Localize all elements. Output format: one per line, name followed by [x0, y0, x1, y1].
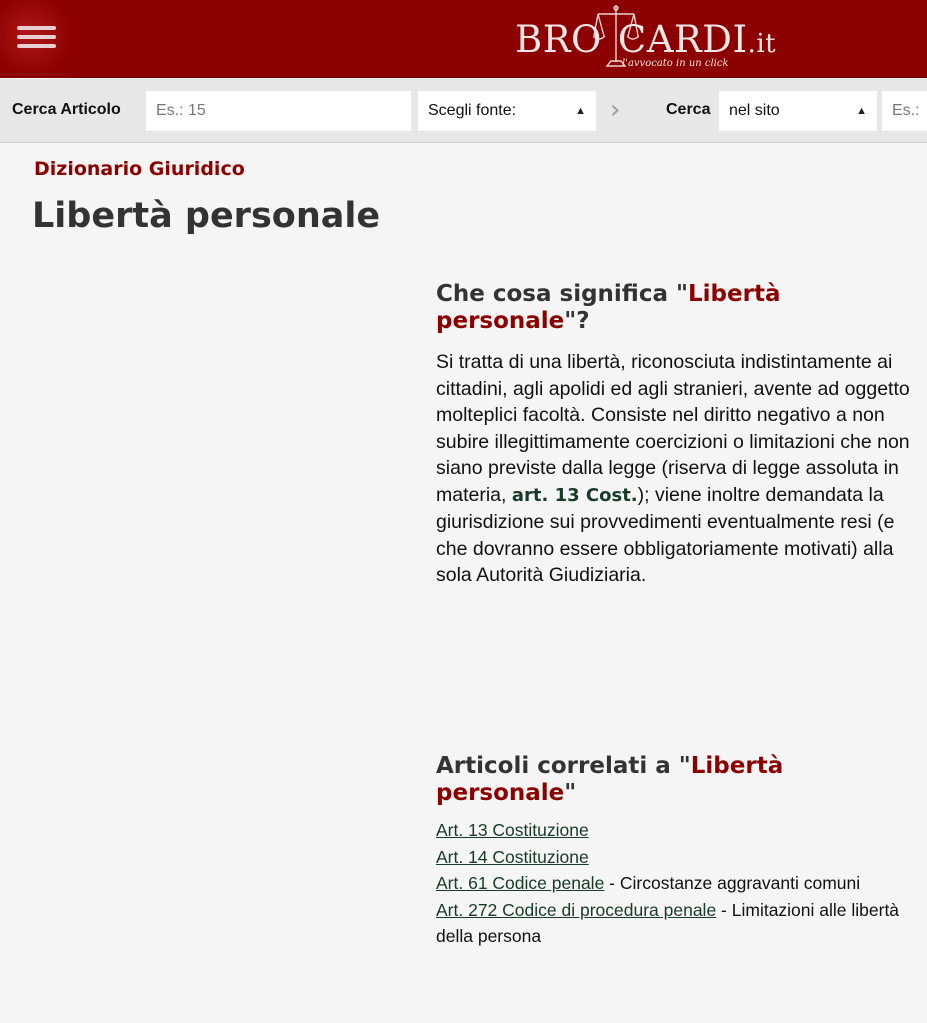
- meaning-heading: [436, 281, 916, 335]
- art-13-cost-link[interactable]: art. 13 Cost.: [511, 484, 638, 506]
- list-item: [436, 817, 916, 844]
- page-title: Libertà personale: [32, 196, 381, 236]
- related-article-link[interactable]: Art. 13 Costituzione: [436, 820, 589, 840]
- meaning-text-part-1: Si tratta di una libertà, riconosciuta indistintamente ai cittadini, agli apolidi ed agli stranieri, avente ad oggetto molteplici facoltà. Consiste nel diritto negativo a non subire illegittimamente coercizioni o limitazioni che non siano previste dalla legge (riserva di legge assoluta in materia,: [436, 351, 910, 506]
- search-site-label: Cerca: [666, 101, 711, 118]
- search-article-go-button[interactable]: ›: [610, 95, 621, 125]
- logo-tld: .it: [747, 29, 777, 59]
- related-heading-post: ": [564, 780, 577, 806]
- meaning-section: [436, 281, 916, 589]
- meaning-heading-pre: Che cosa significa ": [436, 281, 689, 307]
- section-kicker[interactable]: Dizionario Giuridico: [34, 158, 245, 180]
- related-heading: [436, 753, 916, 807]
- list-item: [436, 870, 916, 897]
- meaning-heading-post: "?: [564, 308, 590, 334]
- list-item: [436, 897, 916, 950]
- site-logo[interactable]: [515, 0, 775, 78]
- meaning-text: [436, 349, 916, 589]
- related-article-link[interactable]: Art. 272 Codice di procedura penale: [436, 899, 717, 920]
- related-heading-pre: Articoli correlati a ": [436, 753, 691, 779]
- meaning-heading-term: Libertà personale: [436, 281, 781, 334]
- list-item: [436, 844, 916, 871]
- select-updown-icon: ▲: [575, 105, 586, 117]
- logo-right: CARDI: [617, 18, 748, 61]
- article-number-input[interactable]: Es.: 15: [146, 91, 411, 131]
- logo-left: BRO: [515, 18, 602, 61]
- related-article-desc: - Limitazioni alle libertà della persona: [436, 899, 900, 946]
- site-scope-value: nel sito: [729, 102, 780, 119]
- hamburger-menu-button[interactable]: [0, 0, 78, 78]
- source-select-value: Scegli fonte:: [428, 102, 517, 119]
- site-header: [0, 0, 927, 78]
- menu-bar-icon: [17, 35, 56, 39]
- source-select[interactable]: [418, 91, 596, 131]
- menu-bar-icon: [17, 26, 56, 30]
- related-article-desc: - Circostanze aggravanti comuni: [604, 873, 861, 893]
- related-heading-term: Libertà personale: [436, 753, 784, 806]
- related-article-link[interactable]: Art. 61 Codice penale: [436, 873, 605, 893]
- menu-bar-icon: [17, 44, 56, 48]
- related-article-link[interactable]: Art. 14 Costituzione: [436, 846, 589, 867]
- site-scope-select[interactable]: [719, 91, 877, 131]
- logo-tagline: l'avvocato in un click: [622, 58, 729, 69]
- related-section: [436, 753, 916, 950]
- select-updown-icon: ▲: [856, 105, 867, 117]
- search-article-label: Cerca Articolo: [12, 101, 121, 118]
- meaning-text-part-2: ); viene inoltre demandata la giurisdizione sui provvedimenti eventualmente resi (e che dovranno essere obbligatoriamente motivati) alla sola Autorità Giudiziaria.: [436, 483, 895, 586]
- site-search-input[interactable]: Es.:: [882, 91, 927, 131]
- related-list: [436, 817, 916, 950]
- search-bar: [0, 79, 927, 143]
